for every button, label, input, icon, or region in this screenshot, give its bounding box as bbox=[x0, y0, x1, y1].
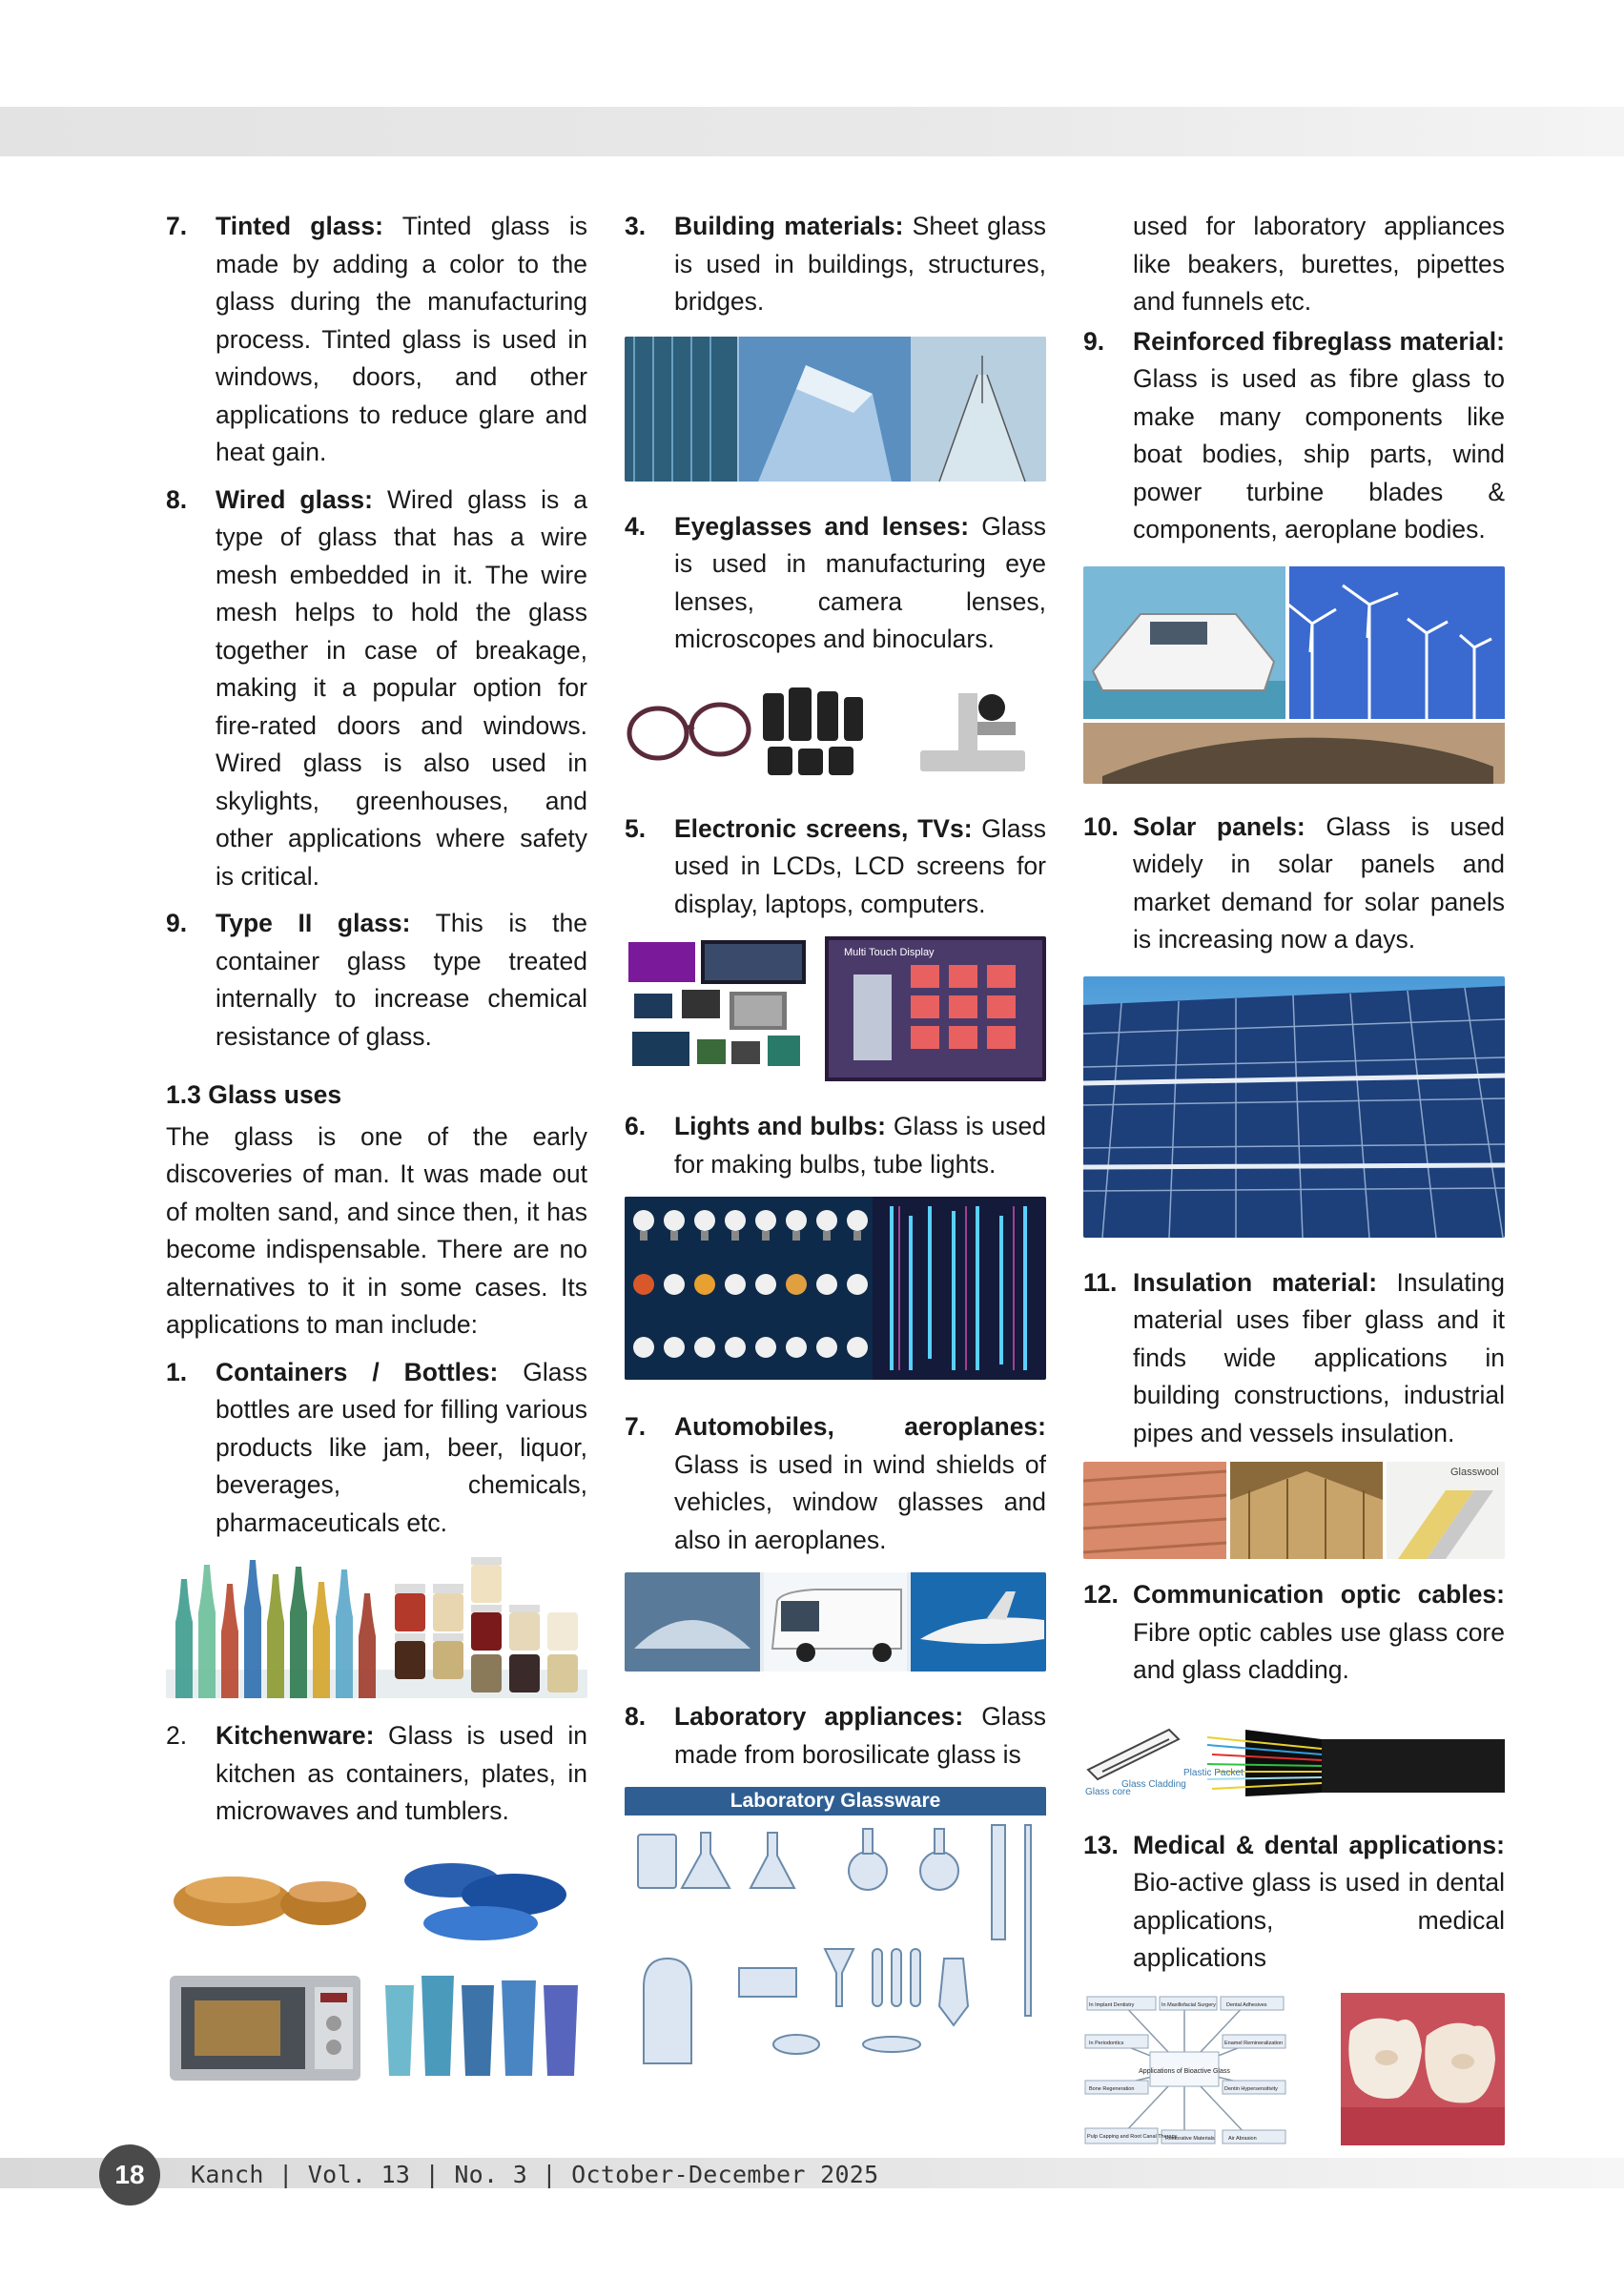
bioactive-node: In Maxillofacial Surgery bbox=[1161, 2001, 1216, 2008]
bioactive-node: In Periodontics bbox=[1089, 2040, 1124, 2046]
automobiles-image bbox=[625, 1572, 1046, 1672]
item-title: Type II glass: bbox=[216, 909, 411, 937]
bioactive-node: Pulp Capping and Root Canal Therapy bbox=[1087, 2133, 1178, 2140]
item-text: Glass made from borosilicate glass is bbox=[674, 1702, 1046, 1769]
section-heading: 1.3 Glass uses bbox=[166, 1080, 342, 1109]
list-item-fibreglass bbox=[1083, 323, 1505, 549]
bioactive-node: Air Abrasion bbox=[1228, 2135, 1257, 2142]
item-text: Glass used in LCDs, LCD screens for display, laptops, computers. bbox=[674, 813, 1046, 918]
list-item-insulation bbox=[1083, 1264, 1505, 1453]
list-item-type-ii-glass bbox=[166, 905, 587, 1056]
list-item-kitchenware bbox=[166, 1717, 587, 1831]
screens-image bbox=[625, 936, 1046, 1081]
bioactive-node: Dental Adhesives bbox=[1226, 2001, 1267, 2008]
item-number: 3. bbox=[625, 212, 647, 240]
page-number: 18 bbox=[99, 2144, 160, 2205]
item-text: Glass is used as fibre glass to make many components like boat bodies, ship parts, wind power turbine blades & components, aeroplane bodies. bbox=[1133, 364, 1505, 544]
lenses-image bbox=[625, 674, 1046, 784]
item-title: Insulation material: bbox=[1133, 1267, 1378, 1297]
item-number: 6. bbox=[625, 1112, 647, 1140]
fibreglass-image bbox=[1083, 566, 1505, 784]
item-number: 12. bbox=[1083, 1580, 1119, 1609]
bioactive-center-label: Applications of Bioactive Glass bbox=[1139, 2067, 1230, 2075]
item-title: Communication optic cables: bbox=[1133, 1580, 1505, 1609]
list-item-medical-dental bbox=[1083, 1827, 1505, 1978]
list-item-eyeglasses bbox=[625, 508, 1046, 659]
bioactive-node: In Implant Dentistry bbox=[1089, 2001, 1135, 2008]
bioactive-node: Dentin Hypersensitivity bbox=[1224, 2085, 1278, 2092]
bioactive-glass-image bbox=[1083, 1993, 1505, 2145]
list-item-laboratory bbox=[625, 1698, 1046, 1774]
item-text: Glass is used in wind shields of vehicles, window glasses and also in aeroplanes. bbox=[674, 1449, 1046, 1554]
header-band bbox=[0, 107, 1624, 156]
item-title: Reinforced fibreglass material: bbox=[1133, 326, 1505, 356]
insulation-image bbox=[1083, 1462, 1505, 1559]
laboratory-continued: used for laboratory appliances like beakers, burettes, pipettes and funnels etc. bbox=[1133, 212, 1505, 316]
item-text: Glass is used widely in solar panels and market demand for solar panels is increasing now a days. bbox=[1133, 811, 1505, 954]
bulbs-image bbox=[625, 1197, 1046, 1380]
lab-image-title: Laboratory Glassware bbox=[625, 1787, 1046, 1815]
item-text: Sheet glass is used in buildings, structures, bridges. bbox=[674, 212, 1047, 316]
cable-label-cladding: Glass Cladding bbox=[1121, 1778, 1186, 1790]
item-text: This is the container glass type treated internally to increase chemical resistance of glass. bbox=[216, 909, 587, 1051]
item-number: 5. bbox=[625, 813, 647, 843]
item-number: 10. bbox=[1083, 811, 1119, 841]
buildings-image bbox=[625, 337, 1046, 482]
item-number: 8. bbox=[625, 1702, 647, 1731]
bioactive-node: Restorative Materials bbox=[1165, 2135, 1215, 2142]
cable-label-core: Glass core bbox=[1085, 1786, 1131, 1797]
bottles-image bbox=[166, 1555, 587, 1698]
item-title: Laboratory appliances: bbox=[674, 1702, 964, 1731]
item-text: Glass is used in manufacturing eye lenses, camera lenses, microscopes and binoculars. bbox=[674, 511, 1046, 653]
solar-panels-image bbox=[1083, 976, 1505, 1238]
laboratory-glassware-image bbox=[625, 1787, 1046, 2079]
column-1 bbox=[166, 208, 587, 2085]
item-title: Solar panels: bbox=[1133, 811, 1305, 841]
intro-paragraph: The glass is one of the early discoveries of man. It was made out of molten sand, and since then, it has become indispensable. There are no alternatives to it in some cases. Its applications to man include: bbox=[166, 1121, 587, 1339]
item-number: 1. bbox=[166, 1357, 188, 1386]
item-title: Automobiles, aeroplanes: bbox=[674, 1412, 1046, 1441]
list-item-optic-cables bbox=[1083, 1576, 1505, 1690]
list-item-automobiles bbox=[625, 1408, 1046, 1559]
list-item-wired-glass bbox=[166, 482, 587, 896]
item-number: 9. bbox=[1083, 326, 1105, 356]
item-number: 9. bbox=[166, 909, 188, 937]
item-title: Kitchenware: bbox=[216, 1721, 375, 1750]
bioactive-node: Enamel Remineralization bbox=[1224, 2040, 1284, 2046]
item-number: 11. bbox=[1083, 1267, 1118, 1297]
list-item-electronic-screens bbox=[625, 810, 1046, 924]
item-text: Fibre optic cables use glass core and glass cladding. bbox=[1133, 1617, 1505, 1684]
item-title: Containers / Bottles: bbox=[216, 1357, 499, 1386]
tv-banner-text: Multi Touch Display bbox=[844, 947, 935, 958]
list-item-tinted-glass bbox=[166, 208, 587, 472]
column-2 bbox=[625, 208, 1046, 2079]
item-text: Glass is used in kitchen as containers, plates, in microwaves and tumblers. bbox=[216, 1721, 587, 1825]
item-title: Electronic screens, TVs: bbox=[674, 813, 973, 843]
item-text: Tinted glass is made by adding a color to the glass during the manufacturing process. Tinted glass is used in windows, doors, and other applications to reduce glare and heat gain. bbox=[216, 212, 587, 466]
item-number: 13. bbox=[1083, 1830, 1119, 1859]
cable-label-packet: Plastic Packet bbox=[1183, 1767, 1244, 1778]
list-item-lights-bulbs bbox=[625, 1108, 1046, 1183]
item-number: 4. bbox=[625, 511, 647, 541]
item-title: Tinted glass: bbox=[216, 212, 383, 240]
bioactive-node: Bone Regeneration bbox=[1089, 2085, 1135, 2092]
column-3 bbox=[1083, 208, 1505, 2145]
list-item-containers bbox=[166, 1354, 587, 1543]
kitchenware-image bbox=[166, 1842, 587, 2085]
item-number: 7. bbox=[166, 212, 188, 240]
item-text: Insulating material uses fiber glass and it finds wide applications in building constructions, industrial pipes and vessels insulation. bbox=[1133, 1267, 1505, 1447]
item-number: 2. bbox=[166, 1721, 188, 1750]
item-text: Glass is used for making bulbs, tube lights. bbox=[674, 1112, 1046, 1179]
item-title: Lights and bulbs: bbox=[674, 1112, 886, 1140]
item-title: Eyeglasses and lenses: bbox=[674, 511, 970, 541]
item-title: Building materials: bbox=[674, 212, 904, 240]
list-item-solar-panels bbox=[1083, 809, 1505, 959]
item-title: Medical & dental applications: bbox=[1133, 1830, 1505, 1859]
item-text: Glass bottles are used for filling various products like jam, beer, liquor, beverages, chemicals, pharmaceuticals etc. bbox=[216, 1357, 587, 1537]
optic-cable-image bbox=[1083, 1711, 1505, 1810]
item-number: 7. bbox=[625, 1412, 647, 1441]
list-item-building-materials bbox=[625, 208, 1046, 321]
item-text: Bio-active glass is used in dental applications, medical applications bbox=[1133, 1868, 1505, 1972]
glasswool-label: Glasswool bbox=[1450, 1467, 1499, 1478]
item-text: Wired glass is a type of glass that has a wire mesh embedded in it. The wire mesh helps to hold the glass together in case of breakage, making it a popular option for fire-rated doors and windows. Wired glass is also used in skylights, greenhouses, and other applications where safety is critical. bbox=[216, 484, 587, 891]
item-title: Wired glass: bbox=[216, 484, 373, 514]
journal-citation: Kanch | Vol. 13 | No. 3 | October-December 2025 bbox=[191, 2161, 879, 2188]
item-number: 8. bbox=[166, 484, 188, 514]
